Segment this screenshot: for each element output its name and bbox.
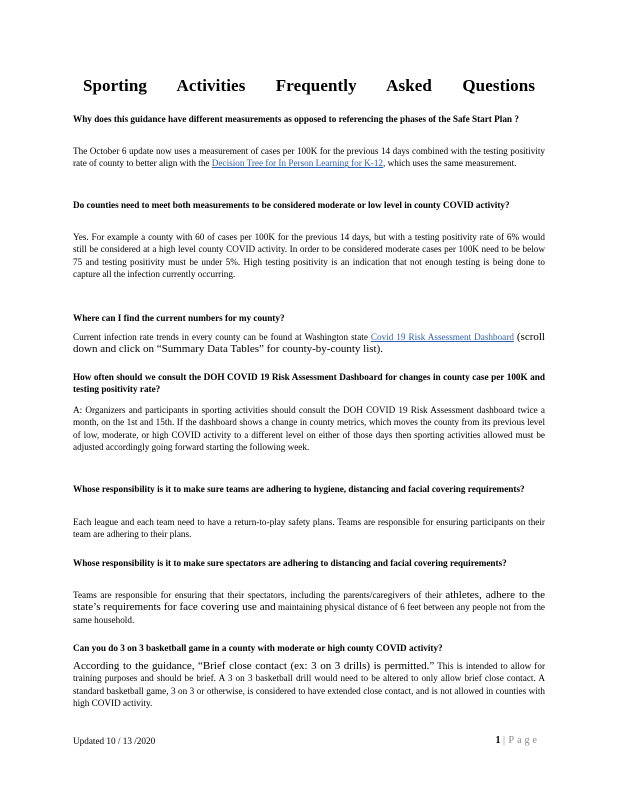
faq-answer-7-text-large: According to the guidance, “Brief close contact (ex: 3 on 3 drills) is permitted.” <box>73 660 435 672</box>
faq-answer-1-text: The October 6 update now uses a measurement of cases per 100K for the previous 14 days combined with the testing positivity rate of county to better align with the <box>73 146 545 169</box>
faq-question-7: Can you do 3 on 3 basketball game in a county with moderate or high county COVID activity? <box>73 643 443 653</box>
faq-answer-6-text-end: maintaining physical distance of 6 feet between any people not from the same household. <box>73 602 545 625</box>
page-number: 1 <box>495 735 501 746</box>
faq-question-5: Whose responsibility is it to make sure teams are adhering to hygiene, distancing and facial covering requirements? <box>73 484 525 494</box>
footer-updated <box>73 736 155 746</box>
faq-answer-2: Yes. For example a county with 60 of cases per 100K for the previous 14 days, but with a testing positivity rate of 6% would still be considered at a high level county COVID activity. In order to be considered moderate cases per 100K need to be below 75 and testing positivity must be under 5%. High testing positivity is an indication that not enough testing is being done to capture all the infection currently occurring. <box>73 232 545 280</box>
faq-answer-6-text: Teams are responsible for ensuring that their spectators, including the parents/caregivers of their <box>73 590 446 600</box>
faq-question-6: Whose responsibility is it to make sure spectators are adhering to distancing and facial covering requirements? <box>73 558 507 568</box>
faq-answer-6-text-large: athletes, adhere to the state’s requirements for face covering use and <box>73 589 546 614</box>
risk-dashboard-link[interactable]: Covid 19 Risk Assessment Dashboard <box>370 332 514 342</box>
faq-question-3: Where can I find the current numbers for my county? <box>73 313 285 323</box>
faq-question-1: Why does this guidance have different measurements as opposed to referencing the phases of the Safe Start Plan ? <box>73 114 519 124</box>
faq-answer-1 <box>73 145 545 170</box>
faq-answer-3-text: Current infection rate trends in every county can be found at Washington state <box>73 332 371 342</box>
decision-tree-link[interactable]: Decision Tree for In Person Learning for K-12 <box>211 158 384 169</box>
faq-answer-1-text-end: , which uses the same measurement. <box>383 158 517 169</box>
faq-answer-4: A: Organizers and participants in sporting activities should consult the DOH COVID 19 Risk Assessment dashboard twice a month, on the 1st and 15th. If the dashboard shows a change in county metrics, which moves the county from its previous level of low, moderate, or high COVID activity to a different level on either of those days then sporting activities allowed must be adjusted accordingly going forward starting the following week. <box>73 405 545 453</box>
faq-answer-6 <box>73 589 545 626</box>
faq-answer-3 <box>73 331 545 356</box>
faq-question-4: How often should we consult the DOH COVID 19 Risk Assessment Dashboard for changes in county case per 100K and testing positivity rate? <box>73 372 545 395</box>
faq-answer-3-text-end: (scroll down and click on “Summary Data Tables” for county-by-county list). <box>73 331 545 356</box>
footer-updated-label: Updated <box>73 736 105 746</box>
faq-question-2: Do counties need to meet both measurements to be considered moderate or low level in county COVID activity? <box>73 200 510 210</box>
footer-updated-date: 10 / 13 /2020 <box>106 736 156 746</box>
page-separator: | <box>503 735 507 746</box>
faq-answer-5: Each league and each team need to have a return-to-play safety plans. Teams are responsible for ensuring participants on their team are adhering to their plans. <box>73 517 545 540</box>
page-title: Sporting Activities Frequently Asked Questions <box>82 76 536 95</box>
footer-page-number <box>496 735 540 746</box>
page-word: Page <box>508 735 540 746</box>
faq-answer-7-text-end: This is intended to allow for training purposes and should be brief. A 3 on 3 basketball drill would need to be altered to only allow brief close contact. A standard basketball game, 3 on 3 or otherwise, is considered to have extended close contact, and is not allowed in counties with high COVID activity. <box>73 661 546 709</box>
faq-answer-7 <box>73 660 545 710</box>
